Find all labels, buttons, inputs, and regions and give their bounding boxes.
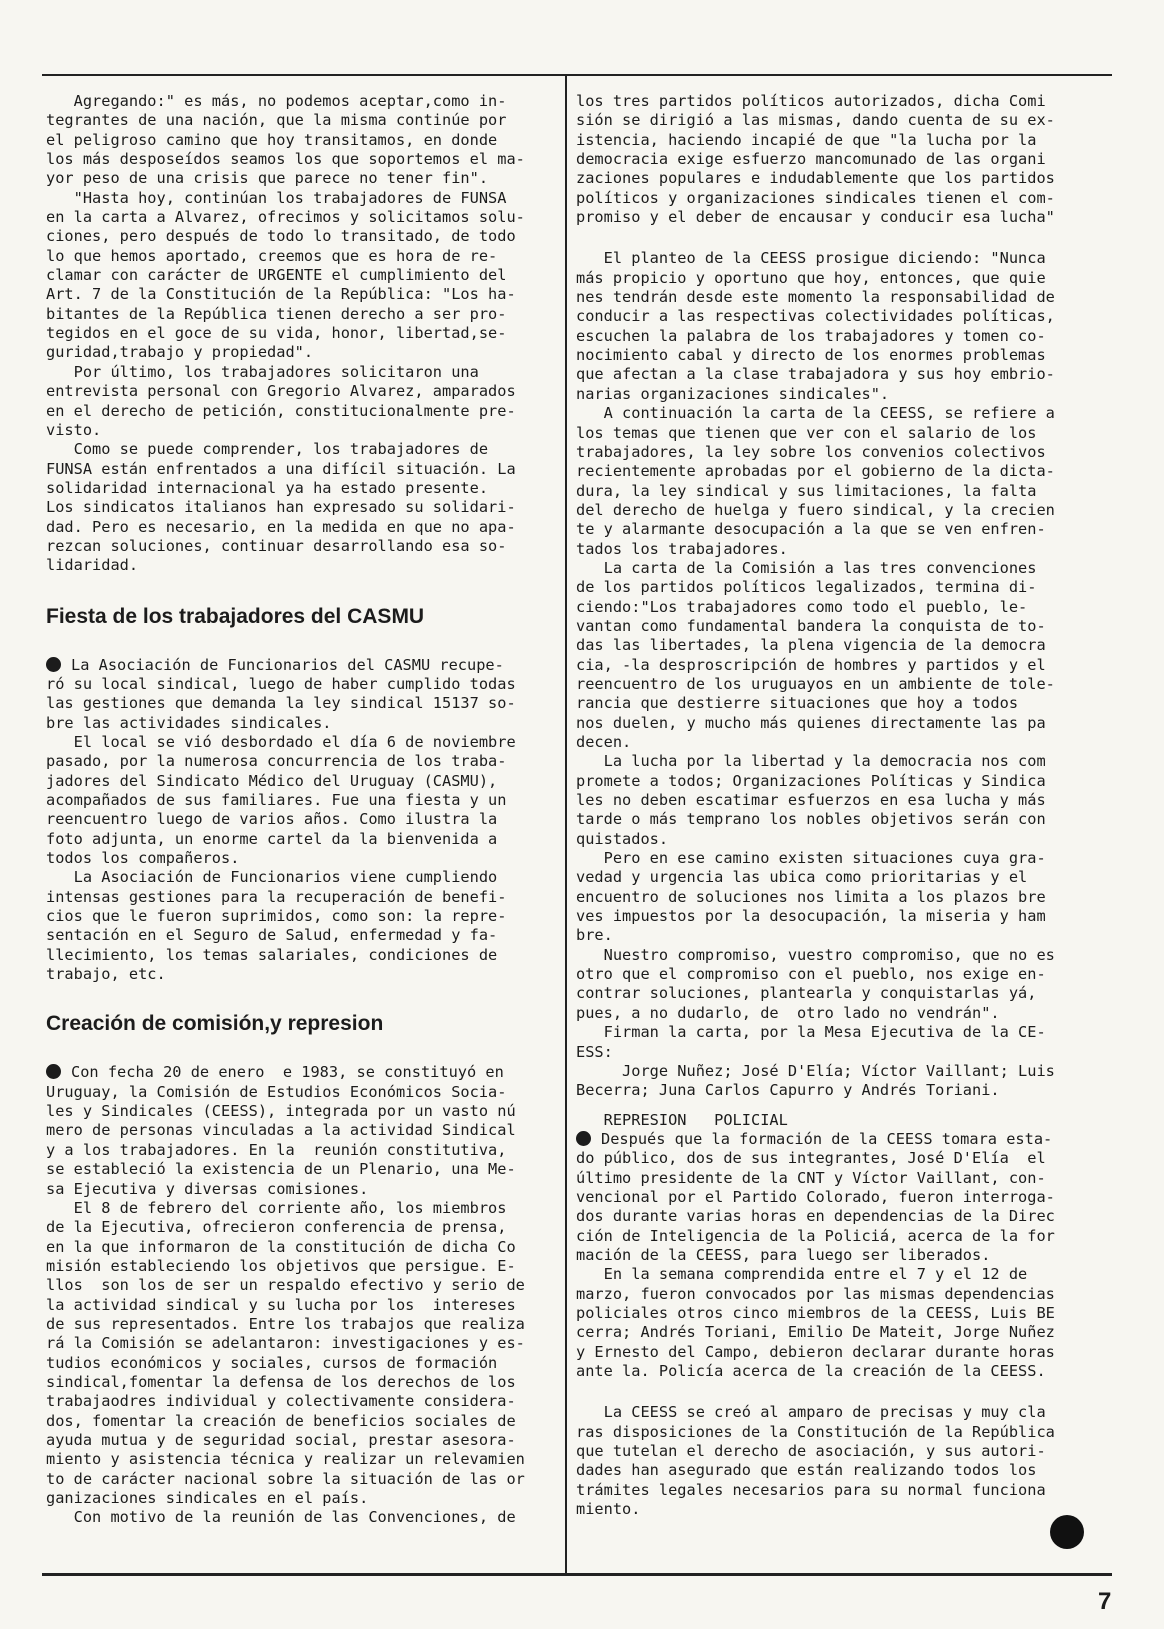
- text-line: El local se vió desbordado el día 6 de noviembre: [46, 732, 516, 751]
- top-rule: [42, 74, 1112, 76]
- text-line: trabajo, etc.: [46, 965, 166, 984]
- text-line: tegidos en el goce de su vida, honor, libertad,se-: [46, 324, 507, 343]
- text-line: ró su local sindical, luego de haber cumplido todas: [46, 674, 516, 693]
- text-line: rá la Comisión se adelantaron: investigaciones y es-: [46, 1334, 525, 1353]
- text-line: trabajadores, la ley sobre los convenios colectivos: [576, 442, 1046, 461]
- text-line: rezcan soluciones, continuar desarrollando esa so-: [46, 536, 507, 555]
- text-line: Jorge Nuñez; José D'Elía; Víctor Vaillant; Luis: [576, 1061, 1055, 1080]
- text-line: do público, dos de sus integrantes, José D'Elía el: [576, 1149, 1046, 1168]
- text-line: das las libertades, la plena vigencia de la democra: [576, 636, 1046, 655]
- text-line: conducir a las respectivas colectividades políticas,: [576, 307, 1055, 326]
- right-text-a: [576, 92, 1096, 227]
- right-text-d: [576, 1403, 1096, 1519]
- section-comision-text: [46, 1063, 556, 1527]
- text-line: Los sindicatos italianos han expresado su solidari-: [46, 498, 516, 517]
- text-line: narias organizaciones sindicales".: [576, 384, 890, 403]
- text-line: ciendo:"Los trabajadores como todo el pueblo, le-: [576, 597, 1028, 616]
- text-line: que tutelan el derecho de asociación, y sus autori-: [576, 1442, 1046, 1461]
- text-line: recientemente aprobadas por el gobierno de la dicta-: [576, 462, 1055, 481]
- text-line: promete a todos; Organizaciones Políticas y Sindica: [576, 771, 1046, 790]
- text-line: vencional por el Partido Colorado, fueron interroga-: [576, 1187, 1055, 1206]
- text-line: [46, 656, 556, 675]
- text-line: FUNSA están enfrentados a una difícil situación. La: [46, 459, 516, 478]
- end-of-article-dot: [1050, 1515, 1084, 1549]
- text-line: jadores del Sindicato Médico del Uruguay (CASMU),: [46, 771, 498, 790]
- text-line: nos duelen, y mucho más quienes directamente las pa: [576, 713, 1046, 732]
- text-line: mero de personas vinculadas a la actividad Sindical: [46, 1121, 516, 1140]
- text-line: la actividad sindical y su lucha por los intereses: [46, 1295, 516, 1314]
- text-line: bitantes de la República tienen derecho a ser pro-: [46, 304, 507, 323]
- text-line: Nuestro compromiso, vuestro compromiso, que no es: [576, 945, 1055, 964]
- text-line: las gestiones que demanda la ley sindical 15137 so-: [46, 694, 516, 713]
- text-line: los tres partidos políticos autorizados, dicha Comi: [576, 92, 1046, 110]
- text-line: cia, -la desproscripción de hombres y partidos y el: [576, 655, 1046, 674]
- text-line: foto adjunta, un enorme cartel da la bienvenida a: [46, 829, 498, 848]
- text-line: El planteo de la CEESS prosigue diciendo: "Nunca: [576, 249, 1046, 268]
- text-line: ras disposiciones de la Constitución de la República: [576, 1422, 1055, 1441]
- text-line: vedad y urgencia las ubica como prioritarias y el: [576, 868, 1028, 887]
- text-line: El 8 de febrero del corriente año, los miembros: [46, 1198, 507, 1217]
- text-line: guridad,trabajo y propiedad".: [46, 343, 314, 362]
- text-line: que afectan a la clase trabajadora y sus hoy embrio-: [576, 365, 1055, 384]
- text-line: sindical,fomentar la defensa de los derechos de los: [46, 1372, 516, 1391]
- text-line: La carta de la Comisión a las tres convenciones: [576, 558, 1037, 577]
- text-line-content: Después que la formación de la CEESS tomara esta-: [601, 1129, 1053, 1148]
- text-line: sentación en el Seguro de Salud, enfermedad y fa-: [46, 926, 498, 945]
- text-line: encuentro de soluciones nos limita a los plazos bre: [576, 887, 1046, 906]
- text-line: en la carta a Alvarez, ofrecimos y solicitamos solu-: [46, 208, 525, 227]
- text-line: tados los trabajadores.: [576, 539, 788, 558]
- text-line: quistados.: [576, 829, 669, 848]
- text-line: pasado, por la numerosa concurrencia de los traba-: [46, 752, 507, 771]
- text-line: último presidente de la CNT y Víctor Vaillant, con-: [576, 1168, 1046, 1187]
- text-line: to de carácter nacional sobre la situación de las or: [46, 1469, 525, 1488]
- text-line: bre las actividades sindicales.: [46, 713, 332, 732]
- text-line: ante la. Policía acerca de la creación de la CEESS.: [576, 1362, 1046, 1380]
- text-line: de la Ejecutiva, ofrecieron conferencia de prensa,: [46, 1218, 507, 1237]
- text-line: de sus representados. Entre los trabajos que realiza: [46, 1314, 525, 1333]
- text-line: tudios económicos y sociales, cursos de formación: [46, 1353, 498, 1372]
- text-line: tarde o más temprano los nobles objetivos serán con: [576, 810, 1046, 829]
- text-line: decen.: [576, 733, 632, 751]
- text-line: miento.: [576, 1500, 641, 1519]
- text-line: vantan como fundamental bandera la conquista de to-: [576, 616, 1046, 635]
- text-line: los más desposeídos seamos los que soportemos el ma-: [46, 150, 525, 169]
- text-line: más propicio y oportuno que hoy, entonces, que quie: [576, 268, 1046, 287]
- text-line: Becerra; Juna Carlos Capurro y Andrés Toriani.: [576, 1081, 1000, 1100]
- text-line: istencia, haciendo incapié de que "la lucha por la: [576, 130, 1037, 149]
- text-line: ciones, pero después de todo lo transitado, de todo: [46, 227, 516, 246]
- text-line: marzo, fueron convocados por las mismas dependencias: [576, 1284, 1055, 1303]
- text-line: zaciones populares e indudablemente que los partidos: [576, 169, 1055, 188]
- text-line: [576, 1130, 1096, 1149]
- text-line: Como se puede comprender, los trabajadores de: [46, 440, 489, 459]
- text-line: políticos y organizaciones sindicales tienen el com-: [576, 188, 1055, 207]
- text-line: otro que el compromiso con el pueblo, nos exige en-: [576, 965, 1046, 984]
- text-line: de los partidos políticos legalizados, termina di-: [576, 578, 1037, 597]
- text-line: solidaridad internacional ya ha estado presente.: [46, 478, 489, 497]
- text-line: ayuda mutua y de seguridad social, prestar asesora-: [46, 1430, 516, 1449]
- text-line: en el derecho de petición, constitucionalmente pre-: [46, 401, 516, 420]
- text-line-content: Con fecha 20 de enero e 1983, se constituyó en: [71, 1063, 504, 1082]
- text-line: contrar soluciones, plantearla y conquistarlas yá,: [576, 984, 1037, 1003]
- intro-text: [46, 92, 556, 576]
- section-casmu-text: [46, 656, 556, 985]
- text-line: y Ernesto del Campo, debieron declarar durante horas: [576, 1342, 1055, 1361]
- text-line: sa Ejecutiva y diversas comisiones.: [46, 1179, 369, 1198]
- text-line: dos durante varias horas en dependencias de la Direc: [576, 1207, 1055, 1226]
- text-line: te y alarmante desocupación a la que se ven enfren-: [576, 520, 1046, 539]
- text-line: La lucha por la libertad y la democracia nos com: [576, 752, 1046, 771]
- text-line: llecimiento, los temas salariales, condiciones de: [46, 945, 498, 964]
- text-line: en la que informaron de la constitución de dicha Co: [46, 1237, 516, 1256]
- text-line: nes tendrán desde este momento la responsabilidad de: [576, 288, 1055, 307]
- text-line-content: La Asociación de Funcionarios del CASMU recupe-: [71, 655, 504, 674]
- text-line: clamar con carácter de URGENTE el cumplimiento del: [46, 266, 507, 285]
- text-line: policiales otros cinco miembros de la CEESS, Luis BE: [576, 1303, 1055, 1322]
- text-line: mación de la CEESS, para luego ser liberados.: [576, 1245, 991, 1264]
- right-text-b: [576, 249, 1096, 1100]
- text-line: se estableció la existencia de un Plenario, una Me-: [46, 1160, 516, 1179]
- text-line: Por último, los trabajadores solicitaron una: [46, 362, 479, 381]
- bullet-icon: [46, 1064, 61, 1079]
- column-divider: [565, 76, 567, 1573]
- text-line: los temas que tienen que ver con el salario de los: [576, 423, 1037, 442]
- text-line: visto.: [46, 420, 102, 439]
- section-heading-casmu: Fiesta de los trabajadores del CASMU: [46, 604, 425, 628]
- text-line: promiso y el deber de encausar y conducir esa lucha": [576, 208, 1055, 227]
- text-line: nocimiento cabal y directo de los enormes problemas: [576, 346, 1046, 365]
- text-line: del derecho de huelga y fuero sindical, y la crecien: [576, 500, 1055, 519]
- text-line: ganizaciones sindicales en el país.: [46, 1489, 369, 1507]
- text-line: misión estableciendo los objetivos que persigue. E-: [46, 1256, 516, 1275]
- text-line: yor peso de una crisis que parece no tener fin".: [46, 169, 489, 188]
- text-line: ESS:: [576, 1042, 613, 1061]
- text-line: acompañados de sus familiares. Fue una fiesta y un: [46, 791, 507, 809]
- text-line: cios que le fueron suprimidos, como son: la repre-: [46, 907, 507, 926]
- text-line: trabajaodres individual y colectivamente considera-: [46, 1392, 516, 1411]
- text-line: escuchen la palabra de los trabajadores y tomen co-: [576, 326, 1046, 345]
- section-heading-comision: Creación de comisión,y represion: [46, 1012, 384, 1036]
- text-line: lo que hemos aportado, creemos que es hora de re-: [46, 246, 498, 265]
- text-line: llos son los de ser un respaldo efectivo y serio de: [46, 1276, 525, 1295]
- text-line: todos los compañeros.: [46, 849, 240, 868]
- left-column: [46, 92, 556, 1528]
- text-line: Art. 7 de la Constitución de la República: "Los ha-: [46, 285, 516, 304]
- text-line: ves impuestos por la desocupación, la miseria y ham: [576, 907, 1046, 926]
- text-line: democracia exige esfuerzo mancomunado de las organi: [576, 150, 1046, 169]
- text-line: [46, 1063, 556, 1082]
- text-line: Firman la carta, por la Mesa Ejecutiva de la CE-: [576, 1023, 1046, 1042]
- text-line: La Asociación de Funcionarios viene cumpliendo: [46, 868, 498, 887]
- text-line: reencuentro luego de varios años. Como ilustra la: [46, 810, 498, 829]
- text-line: entrevista personal con Gregorio Alvarez, amparados: [46, 382, 516, 401]
- text-line: cerra; Andrés Toriani, Emilio De Mateit, Jorge Nuñez: [576, 1323, 1055, 1342]
- text-line: ción de Inteligencia de la Policiá, acerca de la for: [576, 1226, 1055, 1245]
- text-line: miento y asistencia técnica y realizar un relevamien: [46, 1450, 525, 1469]
- bullet-icon: [576, 1131, 591, 1146]
- text-line: dos, fomentar la creación de beneficios sociales de: [46, 1411, 516, 1430]
- text-line: les y Sindicales (CEESS), integrada por un vasto nú: [46, 1102, 516, 1121]
- text-line: rancia que destierre situaciones que hoy a todos: [576, 694, 1019, 713]
- text-line: dad. Pero es necesario, en la medida en que no apa-: [46, 517, 516, 536]
- text-line: tegrantes de una nación, que la misma continúe por: [46, 111, 507, 130]
- text-line: En la semana comprendida entre el 7 y el 12 de: [576, 1265, 1028, 1284]
- text-line: reencuentro de los uruguayos en un ambiente de tole-: [576, 674, 1055, 693]
- text-line: y a los trabajadores. En la reunión constitutiva,: [46, 1140, 507, 1159]
- text-line: A continuación la carta de la CEESS, se refiere a: [576, 404, 1055, 423]
- text-line: bre.: [576, 926, 613, 945]
- text-line: les no deben escatimar esfuerzos en esa lucha y más: [576, 791, 1046, 810]
- text-line: Pero en ese camino existen situaciones cuya gra-: [576, 849, 1046, 868]
- text-line: pues, a no dudarlo, de otro lado no vendrán".: [576, 1003, 1000, 1022]
- text-line: dades han asegurado que están realizando todos los: [576, 1461, 1037, 1480]
- subheading-represion: REPRESION POLICIAL: [576, 1110, 788, 1129]
- text-line: Agregando:" es más, no podemos aceptar,como in-: [46, 92, 507, 110]
- text-line: lidaridad.: [46, 556, 139, 575]
- page-number: 7: [1098, 1588, 1112, 1615]
- right-text-c: [576, 1130, 1096, 1381]
- bullet-icon: [46, 657, 61, 672]
- text-line: La CEESS se creó al amparo de precisas y muy cla: [576, 1403, 1046, 1422]
- text-line: el peligroso camino que hoy transitamos, en donde: [46, 130, 498, 149]
- right-column: [576, 92, 1096, 1519]
- text-line: "Hasta hoy, continúan los trabajadores de FUNSA: [46, 188, 507, 207]
- text-line: dura, la ley sindical y sus limitaciones, la falta: [576, 481, 1037, 500]
- text-line: Con motivo de la reunión de las Convenciones, de: [46, 1508, 516, 1527]
- text-line: Uruguay, la Comisión de Estudios Económicos Socia-: [46, 1082, 507, 1101]
- bottom-rule: [42, 1573, 1112, 1576]
- text-line: trámites legales necesarios para su normal funciona: [576, 1480, 1046, 1499]
- text-line: sión se dirigió a las mismas, dando cuenta de su ex-: [576, 111, 1055, 130]
- text-line: intensas gestiones para la recuperación de benefi-: [46, 887, 507, 906]
